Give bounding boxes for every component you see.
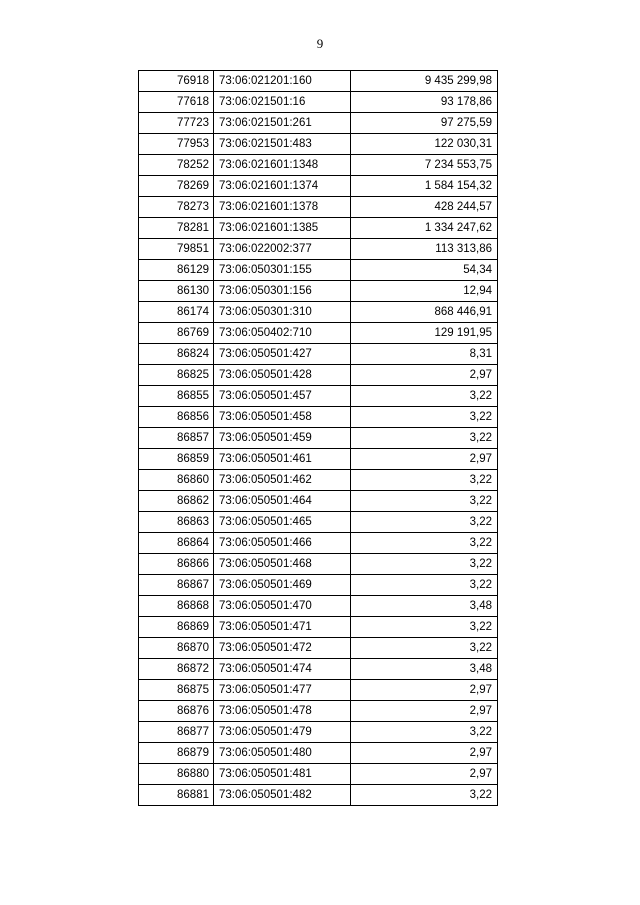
row-number-cell: 86130 [139, 281, 214, 302]
row-number-cell: 86876 [139, 701, 214, 722]
cadastral-number-cell: 73:06:050402:710 [214, 323, 351, 344]
table-row [139, 239, 498, 260]
row-number-cell: 86872 [139, 659, 214, 680]
row-number-cell: 86867 [139, 575, 214, 596]
value-cell: 2,97 [351, 764, 498, 785]
cadastral-number-cell: 73:06:050501:462 [214, 470, 351, 491]
cadastral-number-cell: 73:06:050501:466 [214, 533, 351, 554]
table-row [139, 71, 498, 92]
table-row [139, 512, 498, 533]
value-cell: 3,22 [351, 638, 498, 659]
value-cell: 8,31 [351, 344, 498, 365]
table-row [139, 155, 498, 176]
row-number-cell: 86866 [139, 554, 214, 575]
value-cell: 3,22 [351, 491, 498, 512]
cadastral-number-cell: 73:06:050301:156 [214, 281, 351, 302]
row-number-cell: 86868 [139, 596, 214, 617]
row-number-cell: 78252 [139, 155, 214, 176]
cadastral-number-cell: 73:06:050501:469 [214, 575, 351, 596]
page-number: 9 [316, 36, 324, 51]
value-cell: 54,34 [351, 260, 498, 281]
row-number-cell: 78281 [139, 218, 214, 239]
table-row [139, 743, 498, 764]
value-cell: 1 584 154,32 [351, 176, 498, 197]
value-cell: 3,22 [351, 617, 498, 638]
row-number-cell: 86824 [139, 344, 214, 365]
value-cell: 3,22 [351, 554, 498, 575]
row-number-cell: 86860 [139, 470, 214, 491]
value-cell: 3,22 [351, 575, 498, 596]
row-number-cell: 77618 [139, 92, 214, 113]
value-cell: 7 234 553,75 [351, 155, 498, 176]
table-row [139, 785, 498, 806]
row-number-cell: 86870 [139, 638, 214, 659]
table-row [139, 134, 498, 155]
cadastral-number-cell: 73:06:050501:465 [214, 512, 351, 533]
table-row [139, 218, 498, 239]
cadastral-number-cell: 73:06:021501:16 [214, 92, 351, 113]
table-row [139, 407, 498, 428]
row-number-cell: 86769 [139, 323, 214, 344]
cadastral-number-cell: 73:06:022002:377 [214, 239, 351, 260]
value-cell: 3,22 [351, 722, 498, 743]
table-row [139, 764, 498, 785]
value-cell: 3,22 [351, 512, 498, 533]
cadastral-number-cell: 73:06:021601:1374 [214, 176, 351, 197]
row-number-cell: 86174 [139, 302, 214, 323]
value-cell: 2,97 [351, 680, 498, 701]
table-row [139, 617, 498, 638]
table-row [139, 596, 498, 617]
row-number-cell: 77723 [139, 113, 214, 134]
table-row [139, 470, 498, 491]
cadastral-number-cell: 73:06:021601:1348 [214, 155, 351, 176]
cadastral-number-cell: 73:06:021601:1378 [214, 197, 351, 218]
value-cell: 3,22 [351, 386, 498, 407]
value-cell: 3,22 [351, 407, 498, 428]
value-cell: 428 244,57 [351, 197, 498, 218]
row-number-cell: 86877 [139, 722, 214, 743]
value-cell: 1 334 247,62 [351, 218, 498, 239]
cadastral-number-cell: 73:06:050501:470 [214, 596, 351, 617]
row-number-cell: 86825 [139, 365, 214, 386]
value-cell: 3,48 [351, 596, 498, 617]
table-row [139, 680, 498, 701]
row-number-cell: 86869 [139, 617, 214, 638]
table-row [139, 113, 498, 134]
table-row [139, 260, 498, 281]
value-cell: 113 313,86 [351, 239, 498, 260]
row-number-cell: 86862 [139, 491, 214, 512]
cadastral-number-cell: 73:06:050501:458 [214, 407, 351, 428]
table-row [139, 722, 498, 743]
table-row [139, 575, 498, 596]
cadastral-number-cell: 73:06:050501:461 [214, 449, 351, 470]
value-cell: 2,97 [351, 365, 498, 386]
cadastral-number-cell: 73:06:050501:457 [214, 386, 351, 407]
row-number-cell: 86875 [139, 680, 214, 701]
row-number-cell: 86863 [139, 512, 214, 533]
value-cell: 97 275,59 [351, 113, 498, 134]
cadastral-number-cell: 73:06:021601:1385 [214, 218, 351, 239]
cadastral-number-cell: 73:06:050301:310 [214, 302, 351, 323]
value-cell: 93 178,86 [351, 92, 498, 113]
cadastral-number-cell: 73:06:050501:427 [214, 344, 351, 365]
cadastral-number-cell: 73:06:050501:472 [214, 638, 351, 659]
row-number-cell: 78273 [139, 197, 214, 218]
row-number-cell: 86880 [139, 764, 214, 785]
cadastral-number-cell: 73:06:021501:261 [214, 113, 351, 134]
row-number-cell: 86129 [139, 260, 214, 281]
cadastral-number-cell: 73:06:050501:479 [214, 722, 351, 743]
table-row [139, 323, 498, 344]
cadastral-number-cell: 73:06:050501:428 [214, 365, 351, 386]
table-row [139, 197, 498, 218]
data-table-container [138, 70, 498, 806]
value-cell: 129 191,95 [351, 323, 498, 344]
table-body [139, 71, 498, 806]
table-row [139, 428, 498, 449]
cadastral-number-cell: 73:06:050501:474 [214, 659, 351, 680]
table-row [139, 386, 498, 407]
value-cell: 3,48 [351, 659, 498, 680]
row-number-cell: 86857 [139, 428, 214, 449]
cadastral-number-cell: 73:06:021501:483 [214, 134, 351, 155]
value-cell: 12,94 [351, 281, 498, 302]
cadastral-number-cell: 73:06:050501:481 [214, 764, 351, 785]
cadastral-number-cell: 73:06:050501:459 [214, 428, 351, 449]
cadastral-number-cell: 73:06:050501:480 [214, 743, 351, 764]
row-number-cell: 79851 [139, 239, 214, 260]
cadastral-number-cell: 73:06:021201:160 [214, 71, 351, 92]
cadastral-number-cell: 73:06:050501:478 [214, 701, 351, 722]
table-row [139, 92, 498, 113]
row-number-cell: 86879 [139, 743, 214, 764]
cadastral-number-cell: 73:06:050501:482 [214, 785, 351, 806]
value-cell: 868 446,91 [351, 302, 498, 323]
table-row [139, 701, 498, 722]
table-row [139, 344, 498, 365]
row-number-cell: 86881 [139, 785, 214, 806]
value-cell: 9 435 299,98 [351, 71, 498, 92]
table-row [139, 281, 498, 302]
cadastral-number-cell: 73:06:050501:477 [214, 680, 351, 701]
cadastral-number-cell: 73:06:050501:471 [214, 617, 351, 638]
row-number-cell: 86864 [139, 533, 214, 554]
table-row [139, 302, 498, 323]
table-row [139, 638, 498, 659]
row-number-cell: 78269 [139, 176, 214, 197]
table-row [139, 176, 498, 197]
value-cell: 3,22 [351, 428, 498, 449]
cadastral-number-cell: 73:06:050501:468 [214, 554, 351, 575]
row-number-cell: 86855 [139, 386, 214, 407]
row-number-cell: 86859 [139, 449, 214, 470]
row-number-cell: 86856 [139, 407, 214, 428]
table-row [139, 365, 498, 386]
row-number-cell: 76918 [139, 71, 214, 92]
table-row [139, 449, 498, 470]
cadastral-number-cell: 73:06:050501:464 [214, 491, 351, 512]
table-row [139, 659, 498, 680]
value-cell: 3,22 [351, 470, 498, 491]
cadastral-number-cell: 73:06:050301:155 [214, 260, 351, 281]
row-number-cell: 77953 [139, 134, 214, 155]
table-row [139, 554, 498, 575]
value-cell: 2,97 [351, 743, 498, 764]
value-cell: 3,22 [351, 785, 498, 806]
value-cell: 3,22 [351, 533, 498, 554]
value-cell: 122 030,31 [351, 134, 498, 155]
value-cell: 2,97 [351, 701, 498, 722]
value-cell: 2,97 [351, 449, 498, 470]
table-row [139, 533, 498, 554]
data-table [138, 70, 498, 806]
table-row [139, 491, 498, 512]
